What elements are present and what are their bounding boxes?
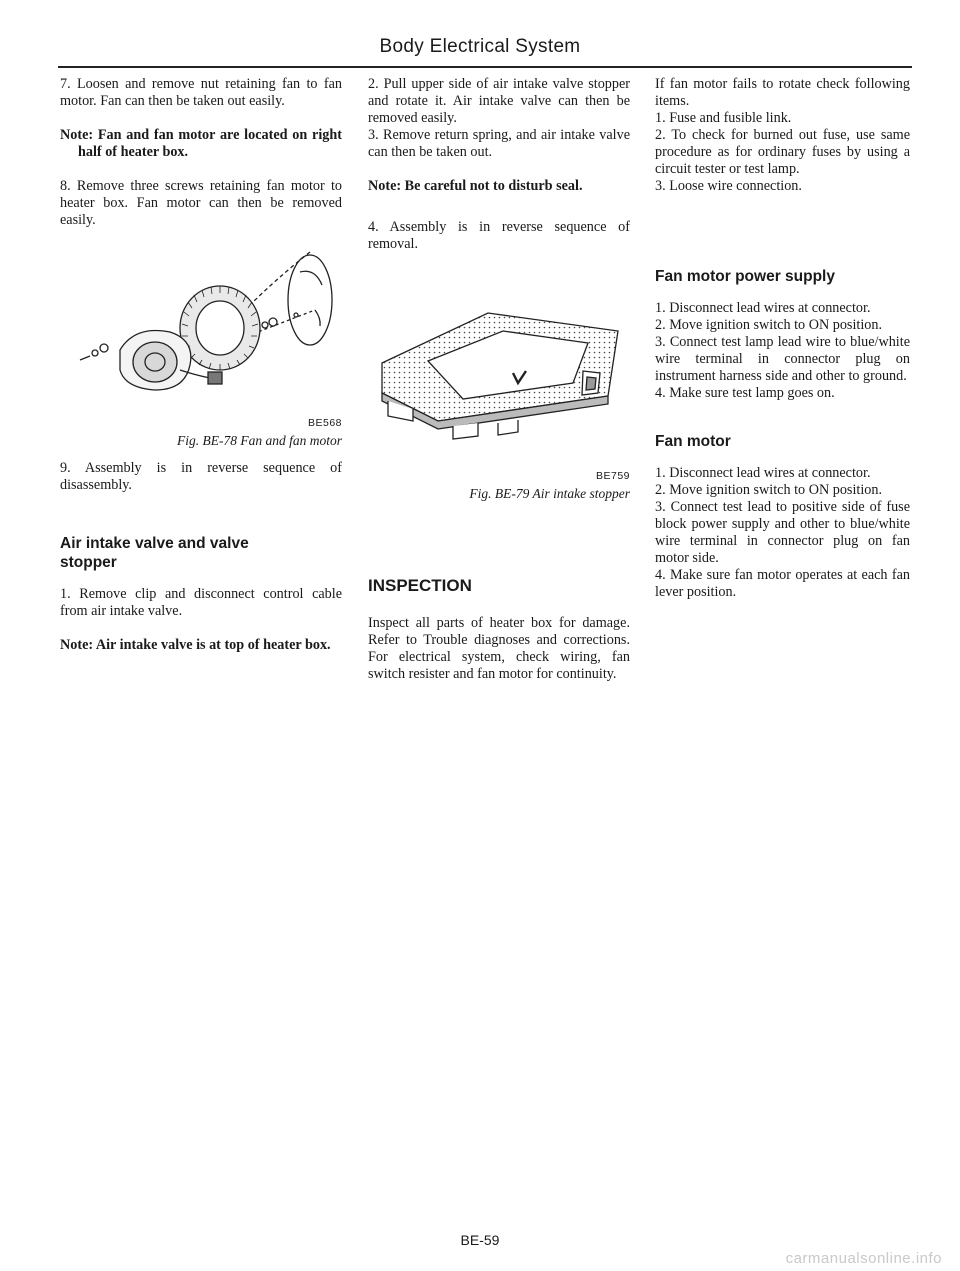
section-heading-power-supply: Fan motor power supply [655,268,835,285]
power-supply-step-4: 4. Make sure test lamp goes on. [655,385,835,401]
step-4: 4. Assembly is in reverse sequence of removal. [368,219,630,252]
figure-fan-and-fan-motor [60,240,342,448]
check-3: 3. Loose wire connection. [655,178,802,194]
step-2: 2. Pull upper side of air intake valve stopper and rotate it. Air intake valve can then be removed easily. [368,76,630,126]
column-middle [368,76,630,700]
figure-code: BE759 [595,470,630,482]
figure-label: Fig. BE-78 [176,433,237,448]
inspection-text: Inspect all parts of heater box for damage. Refer to Trouble diagnoses and corrections. For electrical system, check wiring, fan switch resister and fan motor for continuity. [368,615,630,682]
column-left [60,76,342,671]
fan-motor-step-4: 4. Make sure fan motor operates at each fan lever position. [655,567,910,600]
figure-caption [60,432,342,449]
figure-title: Fan and fan motor [240,433,342,448]
section-heading-air-intake: Air intake valve and valve stopper [60,535,249,571]
note-fan-location: Note: Fan and fan motor are located on right half of heater box. [60,127,342,160]
figure-label: Fig. BE-79 [469,486,530,501]
power-supply-step-3: 3. Connect test lamp lead wire to blue/white wire terminal in connector plug on instrument harness side and other to ground. [655,334,910,384]
note-air-intake-location: Note: Air intake valve is at top of heater box. [60,637,331,653]
check-1: 1. Fuse and fusible link. [655,110,792,126]
power-supply-step-2: 2. Move ignition switch to ON position. [655,317,882,333]
figure-caption [368,485,630,502]
watermark: carmanualsonline.info [785,1250,942,1267]
air-intake-stopper-illustration [368,301,630,441]
fan-motor-step-2: 2. Move ignition switch to ON position. [655,482,882,498]
step-9: 9. Assembly is in reverse sequence of disassembly. [60,460,342,493]
fan-motor-step-1: 1. Disconnect lead wires at connector. [655,465,871,481]
fan-motor-step-3: 3. Connect test lead to positive side of fuse block power supply and other to blue/white wire terminal in connector plug on fan motor side. [655,499,910,566]
figure-air-intake-stopper [368,301,630,502]
step-1-remove-clip: 1. Remove clip and disconnect control cable from air intake valve. [60,586,342,619]
step-8: 8. Remove three screws retaining fan motor to heater box. Fan motor can then be removed easily. [60,178,342,228]
power-supply-step-1: 1. Disconnect lead wires at connector. [655,300,871,316]
page-header: Body Electrical System [379,36,581,57]
step-3: 3. Remove return spring, and air intake valve can then be taken out. [368,127,630,160]
step-7: 7. Loosen and remove nut retaining fan to fan motor. Fan can then be taken out easily. [60,76,342,109]
fan-and-fan-motor-illustration [60,240,342,410]
check-2: 2. To check for burned out fuse, use same procedure as for ordinary fuses by using a circuit tester or test lamp. [655,127,910,177]
intro-text: If fan motor fails to rotate check following items. [655,76,910,109]
section-heading-inspection: INSPECTION [368,576,472,595]
column-right [655,76,910,618]
header-rule [58,66,912,68]
figure-code: BE568 [307,417,342,429]
note-seal: Note: Be careful not to disturb seal. [368,178,583,194]
page-number: BE-59 [460,1232,500,1248]
figure-title: Air intake stopper [532,486,630,501]
section-heading-fan-motor: Fan motor [655,433,731,450]
